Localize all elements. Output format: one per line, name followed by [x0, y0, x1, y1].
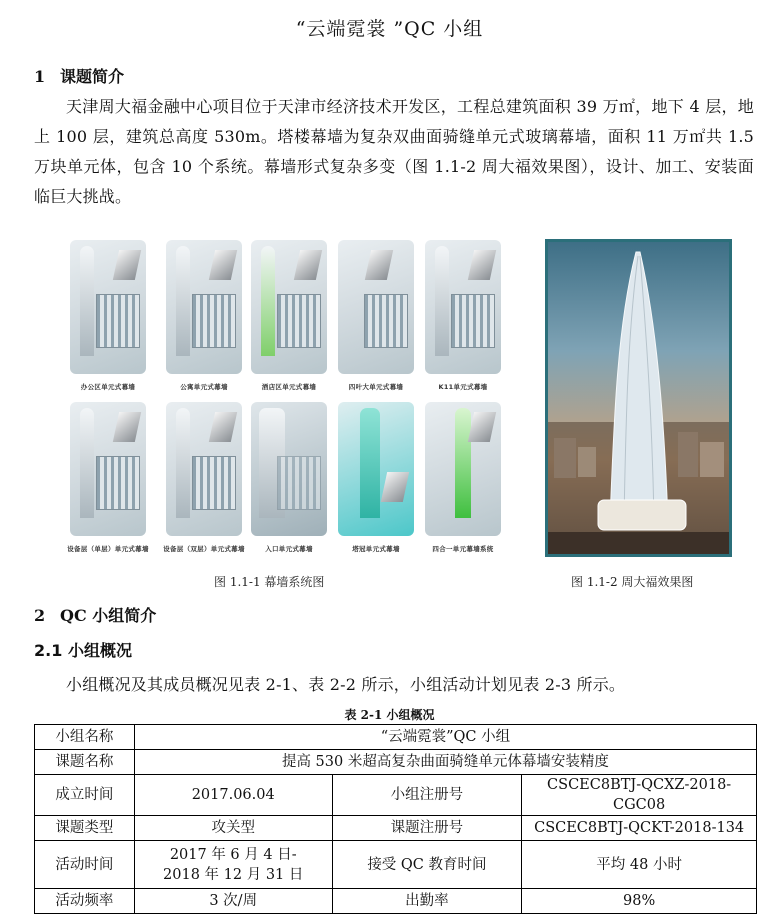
table-value-cell	[134, 841, 332, 889]
table-label-cell: 出勤率	[332, 889, 522, 914]
figure-thumbnail	[251, 240, 327, 374]
tower-rendering-image	[545, 239, 732, 557]
section-2-heading	[34, 603, 156, 626]
thumbnail-caption: 酒店区单元式幕墙	[261, 383, 317, 391]
table-label-cell: 课题注册号	[332, 816, 522, 841]
table-caption: 表 2-1 小组概况	[344, 708, 435, 722]
table-value-cell: 平均 48 小时	[522, 841, 757, 889]
group-overview-table	[34, 724, 757, 914]
table-value-cell: 98%	[522, 889, 757, 914]
section-1-paragraph: 天津周大福金融中心项目位于天津市经济技术开发区，工程总建筑面积 39 万㎡，地下 4 层，地上 100 层，建筑总高度 530m。塔楼幕墙为复杂双曲面骑缝单元式玻璃幕墙，面积 11 万㎡共 1.5 万块单元体，包含 10 个系统。幕墙形式复杂多变（图 1.1-2 周大福效果图），设计、加工、安装面临巨大挑战。	[34, 97, 754, 206]
table-value-cell: “云端霓裳”QC 小组	[134, 725, 756, 750]
thumbnail-caption: 设备层（单层）单元式幕墙	[67, 545, 149, 553]
table-value-cell: CSCEC8BTJ-QCXZ-2018-CGC08	[522, 775, 757, 816]
section-2-number: 2	[34, 606, 46, 625]
table-value-cell: CSCEC8BTJ-QCKT-2018-134	[522, 816, 757, 841]
figure-thumbnail	[166, 402, 242, 536]
thumbnail-caption: 塔冠单元式幕墙	[352, 545, 400, 553]
table-label-cell: 成立时间	[35, 775, 135, 816]
table-row	[35, 725, 757, 750]
table-label-cell: 小组名称	[35, 725, 135, 750]
thumbnail-caption: 四叶大单元式幕墙	[348, 383, 404, 391]
thumbnail-caption: K11单元式幕墙	[438, 383, 488, 391]
section-1-heading	[34, 64, 124, 87]
thumbnail-caption: 设备层（双层）单元式幕墙	[163, 545, 245, 553]
table-label-cell: 活动时间	[35, 841, 135, 889]
table-label-cell: 课题类型	[35, 816, 135, 841]
table-label-cell: 接受 QC 教育时间	[332, 841, 522, 889]
table-label-cell: 课题名称	[35, 750, 135, 775]
figure-thumbnail	[338, 402, 414, 536]
table-row	[35, 841, 757, 889]
figure-thumbnail	[70, 402, 146, 536]
table-value-cell: 2017.06.04	[134, 775, 332, 816]
subsection-2-1-title: 小组概况	[68, 641, 133, 660]
section-2-title: QC 小组简介	[60, 606, 157, 625]
thumbnail-caption: 四合一单元幕墙系统	[432, 545, 494, 553]
tower-illustration	[548, 242, 729, 554]
thumbnail-caption: 办公区单元式幕墙	[80, 383, 136, 391]
figure-2-caption: 图 1.1-2 周大福效果图	[571, 575, 694, 589]
table-row	[35, 889, 757, 914]
table-row	[35, 750, 757, 775]
figure-thumbnail	[166, 240, 242, 374]
thumbnail-caption: 入口单元式幕墙	[265, 545, 313, 553]
table-value-cell: 攻关型	[134, 816, 332, 841]
section-1-title: 课题简介	[60, 67, 125, 86]
period-start: 2017 年 6 月 4 日-	[169, 846, 297, 863]
subsection-2-1-number: 2.1	[34, 641, 63, 660]
table-value-cell: 3 次/周	[134, 889, 332, 914]
table-label-cell: 小组注册号	[332, 775, 522, 816]
thumbnail-caption: 公寓单元式幕墙	[180, 383, 228, 391]
figure-thumbnail	[70, 240, 146, 374]
table-row	[35, 775, 757, 816]
figure-thumbnail	[251, 402, 327, 536]
curtain-wall-system-figure	[67, 240, 510, 565]
figure-thumbnail	[338, 240, 414, 374]
section-1-number: 1	[34, 67, 46, 86]
table-value-cell: 提高 530 米超高复杂曲面骑缝单元体幕墙安装精度	[134, 750, 756, 775]
table-row	[35, 816, 757, 841]
table-label-cell: 活动频率	[35, 889, 135, 914]
period-end: 2018 年 12 月 31 日	[163, 866, 304, 883]
figure-thumbnail	[425, 240, 501, 374]
subsection-2-1-heading	[34, 638, 132, 661]
document-title: “云端霓裳 ”QC 小组	[295, 18, 484, 40]
figure-thumbnail	[425, 402, 501, 536]
figure-1-caption: 图 1.1-1 幕墙系统图	[214, 575, 325, 589]
section-2-paragraph: 小组概况及其成员概况见表 2-1、表 2-2 所示，小组活动计划见表 2-3 所示。	[66, 675, 626, 694]
